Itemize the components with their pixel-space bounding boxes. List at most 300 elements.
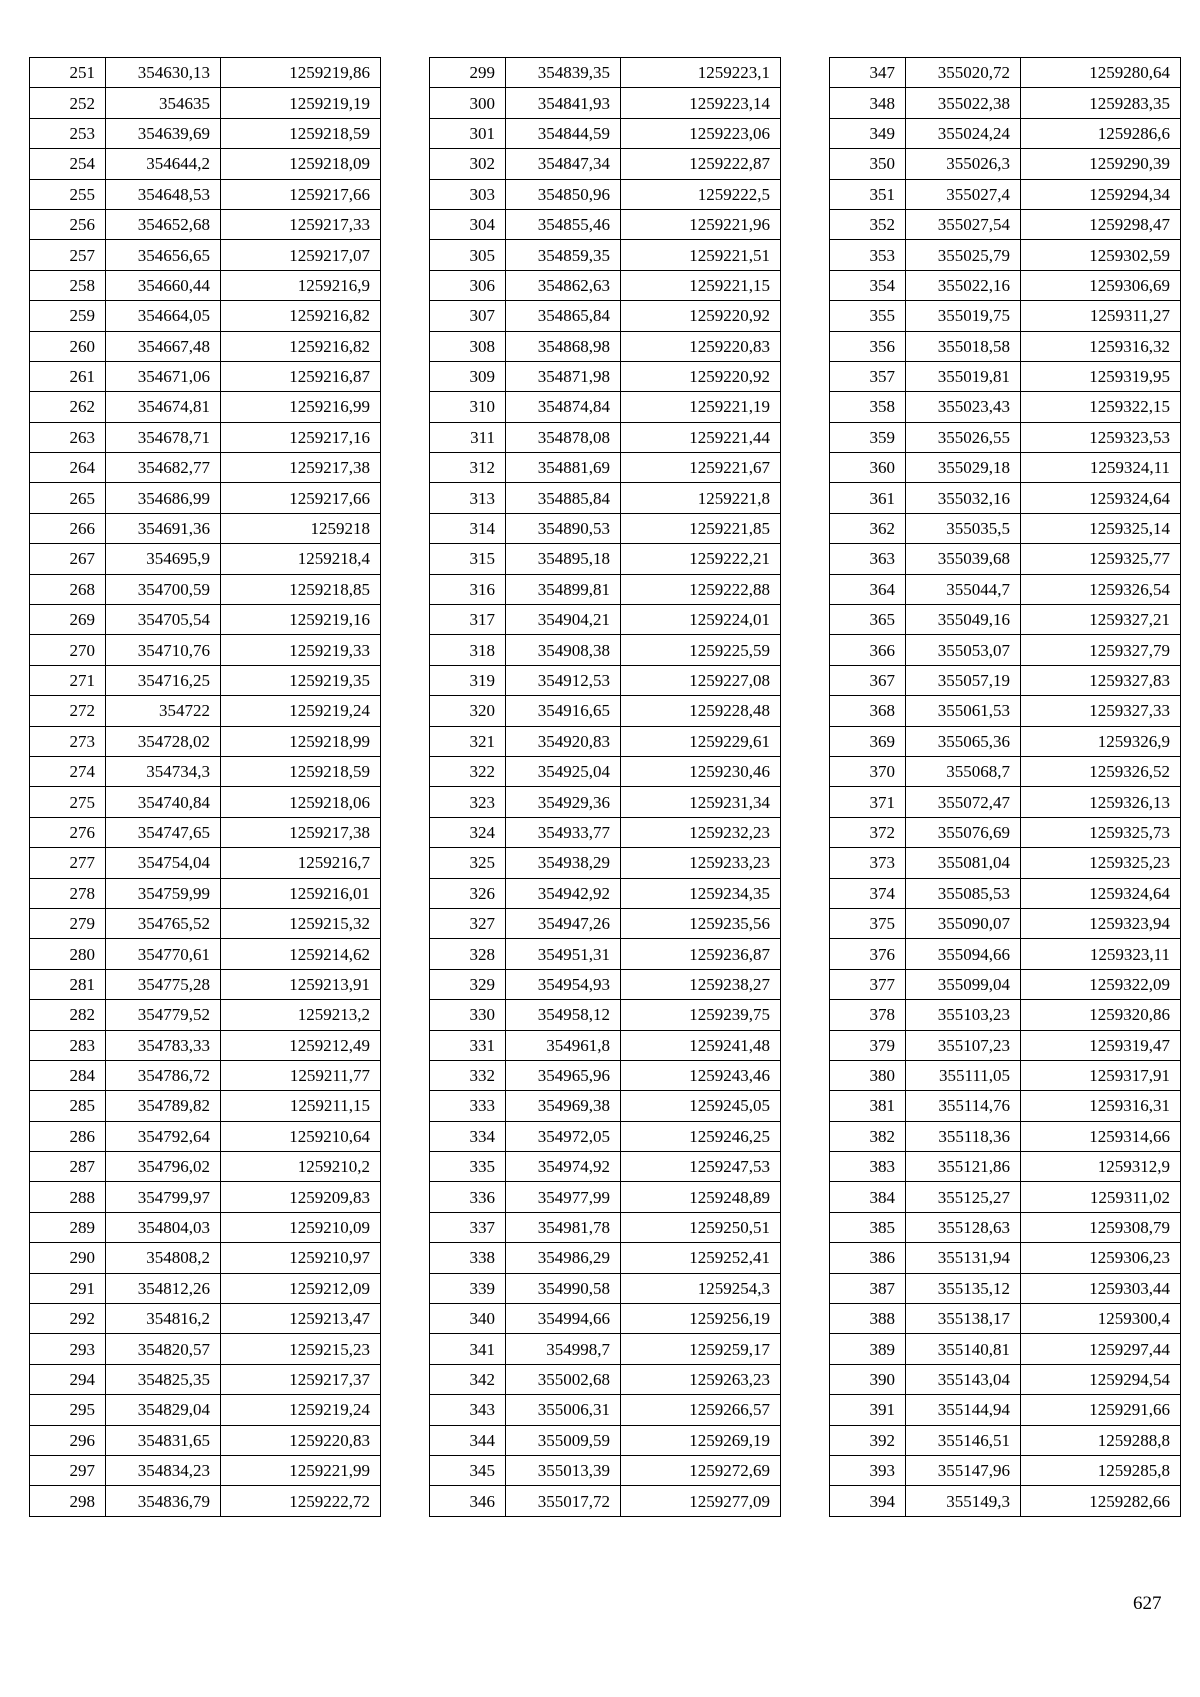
point-number-cell: 308 <box>430 331 506 361</box>
x-coordinate-cell: 354765,52 <box>106 908 221 938</box>
y-coordinate-cell: 1259219,24 <box>221 696 381 726</box>
table-row <box>430 878 781 908</box>
table-row <box>30 939 381 969</box>
point-number-cell: 383 <box>830 1152 906 1182</box>
point-number-cell: 261 <box>30 361 106 391</box>
point-number-cell: 299 <box>430 58 506 88</box>
point-number-cell: 377 <box>830 969 906 999</box>
table-row <box>830 331 1181 361</box>
point-number-cell: 251 <box>30 58 106 88</box>
point-number-cell: 263 <box>30 422 106 452</box>
point-number-cell: 289 <box>30 1212 106 1242</box>
table-row <box>30 1091 381 1121</box>
table-row <box>30 1121 381 1151</box>
point-number-cell: 262 <box>30 392 106 422</box>
table-row <box>30 118 381 148</box>
x-coordinate-cell: 355022,16 <box>906 270 1021 300</box>
x-coordinate-cell: 355125,27 <box>906 1182 1021 1212</box>
table-row <box>830 817 1181 847</box>
point-number-cell: 357 <box>830 361 906 391</box>
x-coordinate-cell: 354678,71 <box>106 422 221 452</box>
table-row <box>830 1486 1181 1516</box>
y-coordinate-cell: 1259246,25 <box>621 1121 781 1151</box>
y-coordinate-cell: 1259218,09 <box>221 149 381 179</box>
table-row <box>830 513 1181 543</box>
x-coordinate-cell: 354656,65 <box>106 240 221 270</box>
table-row <box>830 665 1181 695</box>
y-coordinate-cell: 1259225,59 <box>621 635 781 665</box>
x-coordinate-cell: 355118,36 <box>906 1121 1021 1151</box>
x-coordinate-cell: 354786,72 <box>106 1060 221 1090</box>
point-number-cell: 365 <box>830 605 906 635</box>
y-coordinate-cell: 1259221,44 <box>621 422 781 452</box>
table-row <box>830 696 1181 726</box>
y-coordinate-cell: 1259219,24 <box>221 1395 381 1425</box>
table-row <box>430 1091 781 1121</box>
y-coordinate-cell: 1259213,2 <box>221 1000 381 1030</box>
x-coordinate-cell: 354722 <box>106 696 221 726</box>
x-coordinate-cell: 355085,53 <box>906 878 1021 908</box>
x-coordinate-cell: 355023,43 <box>906 392 1021 422</box>
point-number-cell: 390 <box>830 1364 906 1394</box>
y-coordinate-cell: 1259327,33 <box>1021 696 1181 726</box>
y-coordinate-cell: 1259215,32 <box>221 908 381 938</box>
y-coordinate-cell: 1259212,09 <box>221 1273 381 1303</box>
point-number-cell: 292 <box>30 1304 106 1334</box>
y-coordinate-cell: 1259243,46 <box>621 1060 781 1090</box>
x-coordinate-cell: 354710,76 <box>106 635 221 665</box>
table-row <box>30 1030 381 1060</box>
y-coordinate-cell: 1259227,08 <box>621 665 781 695</box>
y-coordinate-cell: 1259219,19 <box>221 88 381 118</box>
x-coordinate-cell: 354799,97 <box>106 1182 221 1212</box>
x-coordinate-cell: 354850,96 <box>506 179 621 209</box>
point-number-cell: 295 <box>30 1395 106 1425</box>
y-coordinate-cell: 1259220,92 <box>621 301 781 331</box>
point-number-cell: 322 <box>430 756 506 786</box>
point-number-cell: 272 <box>30 696 106 726</box>
point-number-cell: 288 <box>30 1182 106 1212</box>
x-coordinate-cell: 354829,04 <box>106 1395 221 1425</box>
point-number-cell: 373 <box>830 848 906 878</box>
y-coordinate-cell: 1259214,62 <box>221 939 381 969</box>
table-row <box>830 392 1181 422</box>
y-coordinate-cell: 1259217,33 <box>221 209 381 239</box>
x-coordinate-cell: 355076,69 <box>906 817 1021 847</box>
table-row <box>830 605 1181 635</box>
point-number-cell: 392 <box>830 1425 906 1455</box>
point-number-cell: 265 <box>30 483 106 513</box>
x-coordinate-cell: 355053,07 <box>906 635 1021 665</box>
table-row <box>30 544 381 574</box>
x-coordinate-cell: 354847,34 <box>506 149 621 179</box>
x-coordinate-cell: 354789,82 <box>106 1091 221 1121</box>
point-number-cell: 340 <box>430 1304 506 1334</box>
point-number-cell: 328 <box>430 939 506 969</box>
table-row <box>830 1030 1181 1060</box>
table-row <box>30 1000 381 1030</box>
y-coordinate-cell: 1259223,06 <box>621 118 781 148</box>
table-row <box>430 848 781 878</box>
table-row <box>830 422 1181 452</box>
point-number-cell: 285 <box>30 1091 106 1121</box>
y-coordinate-cell: 1259320,86 <box>1021 1000 1181 1030</box>
y-coordinate-cell: 1259323,53 <box>1021 422 1181 452</box>
y-coordinate-cell: 1259218,85 <box>221 574 381 604</box>
page-number: 627 <box>1133 1593 1162 1614</box>
y-coordinate-cell: 1259324,64 <box>1021 878 1181 908</box>
table-row <box>830 209 1181 239</box>
x-coordinate-cell: 354874,84 <box>506 392 621 422</box>
point-number-cell: 329 <box>430 969 506 999</box>
y-coordinate-cell: 1259216,82 <box>221 331 381 361</box>
y-coordinate-cell: 1259228,48 <box>621 696 781 726</box>
point-number-cell: 318 <box>430 635 506 665</box>
table-row <box>30 209 381 239</box>
table-row <box>30 483 381 513</box>
table-row <box>430 574 781 604</box>
y-coordinate-cell: 1259325,23 <box>1021 848 1181 878</box>
table-row <box>830 58 1181 88</box>
point-number-cell: 336 <box>430 1182 506 1212</box>
y-coordinate-cell: 1259220,83 <box>621 331 781 361</box>
table-row <box>30 878 381 908</box>
table-row <box>30 817 381 847</box>
y-coordinate-cell: 1259286,6 <box>1021 118 1181 148</box>
x-coordinate-cell: 355103,23 <box>906 1000 1021 1030</box>
point-number-cell: 388 <box>830 1304 906 1334</box>
x-coordinate-cell: 354855,46 <box>506 209 621 239</box>
point-number-cell: 302 <box>430 149 506 179</box>
y-coordinate-cell: 1259277,09 <box>621 1486 781 1516</box>
x-coordinate-cell: 354974,92 <box>506 1152 621 1182</box>
y-coordinate-cell: 1259303,44 <box>1021 1273 1181 1303</box>
y-coordinate-cell: 1259327,83 <box>1021 665 1181 695</box>
table-row <box>30 1455 381 1485</box>
x-coordinate-cell: 355138,17 <box>906 1304 1021 1334</box>
table-row <box>830 848 1181 878</box>
x-coordinate-cell: 354990,58 <box>506 1273 621 1303</box>
point-number-cell: 294 <box>30 1364 106 1394</box>
table-row <box>830 878 1181 908</box>
y-coordinate-cell: 1259294,54 <box>1021 1364 1181 1394</box>
table-row <box>30 1486 381 1516</box>
point-number-cell: 358 <box>830 392 906 422</box>
table-row <box>30 1152 381 1182</box>
x-coordinate-cell: 354862,63 <box>506 270 621 300</box>
y-coordinate-cell: 1259231,34 <box>621 787 781 817</box>
y-coordinate-cell: 1259222,87 <box>621 149 781 179</box>
point-number-cell: 275 <box>30 787 106 817</box>
point-number-cell: 366 <box>830 635 906 665</box>
table-row <box>830 1182 1181 1212</box>
y-coordinate-cell: 1259319,95 <box>1021 361 1181 391</box>
x-coordinate-cell: 355019,75 <box>906 301 1021 331</box>
y-coordinate-cell: 1259221,96 <box>621 209 781 239</box>
x-coordinate-cell: 354998,7 <box>506 1334 621 1364</box>
x-coordinate-cell: 355002,68 <box>506 1364 621 1394</box>
y-coordinate-cell: 1259250,51 <box>621 1212 781 1242</box>
point-number-cell: 273 <box>30 726 106 756</box>
point-number-cell: 347 <box>830 58 906 88</box>
x-coordinate-cell: 354972,05 <box>506 1121 621 1151</box>
table-row <box>430 1395 781 1425</box>
table-row <box>430 635 781 665</box>
y-coordinate-cell: 1259211,77 <box>221 1060 381 1090</box>
table-row <box>830 1091 1181 1121</box>
point-number-cell: 330 <box>430 1000 506 1030</box>
y-coordinate-cell: 1259218,59 <box>221 756 381 786</box>
y-coordinate-cell: 1259217,07 <box>221 240 381 270</box>
x-coordinate-cell: 354667,48 <box>106 331 221 361</box>
table-row <box>30 149 381 179</box>
point-number-cell: 296 <box>30 1425 106 1455</box>
x-coordinate-cell: 354770,61 <box>106 939 221 969</box>
point-number-cell: 269 <box>30 605 106 635</box>
y-coordinate-cell: 1259210,64 <box>221 1121 381 1151</box>
x-coordinate-cell: 354792,64 <box>106 1121 221 1151</box>
y-coordinate-cell: 1259210,09 <box>221 1212 381 1242</box>
x-coordinate-cell: 354775,28 <box>106 969 221 999</box>
y-coordinate-cell: 1259221,85 <box>621 513 781 543</box>
y-coordinate-cell: 1259298,47 <box>1021 209 1181 239</box>
table-row <box>30 240 381 270</box>
table-row <box>830 787 1181 817</box>
y-coordinate-cell: 1259311,27 <box>1021 301 1181 331</box>
point-number-cell: 317 <box>430 605 506 635</box>
point-number-cell: 259 <box>30 301 106 331</box>
x-coordinate-cell: 355044,7 <box>906 574 1021 604</box>
y-coordinate-cell: 1259216,82 <box>221 301 381 331</box>
point-number-cell: 274 <box>30 756 106 786</box>
x-coordinate-cell: 355035,5 <box>906 513 1021 543</box>
x-coordinate-cell: 354700,59 <box>106 574 221 604</box>
point-number-cell: 348 <box>830 88 906 118</box>
y-coordinate-cell: 1259222,88 <box>621 574 781 604</box>
table-row <box>30 392 381 422</box>
table-row <box>30 88 381 118</box>
y-coordinate-cell: 1259219,33 <box>221 635 381 665</box>
table-row <box>30 787 381 817</box>
y-coordinate-cell: 1259308,79 <box>1021 1212 1181 1242</box>
point-number-cell: 344 <box>430 1425 506 1455</box>
y-coordinate-cell: 1259213,91 <box>221 969 381 999</box>
table-row <box>830 179 1181 209</box>
x-coordinate-cell: 355149,3 <box>906 1486 1021 1516</box>
point-number-cell: 282 <box>30 1000 106 1030</box>
y-coordinate-cell: 1259327,21 <box>1021 605 1181 635</box>
table-row <box>430 88 781 118</box>
x-coordinate-cell: 354942,92 <box>506 878 621 908</box>
y-coordinate-cell: 1259247,53 <box>621 1152 781 1182</box>
y-coordinate-cell: 1259252,41 <box>621 1243 781 1273</box>
x-coordinate-cell: 354947,26 <box>506 908 621 938</box>
x-coordinate-cell: 355135,12 <box>906 1273 1021 1303</box>
y-coordinate-cell: 1259218,99 <box>221 726 381 756</box>
y-coordinate-cell: 1259316,32 <box>1021 331 1181 361</box>
point-number-cell: 327 <box>430 908 506 938</box>
y-coordinate-cell: 1259216,9 <box>221 270 381 300</box>
table-row <box>430 149 781 179</box>
y-coordinate-cell: 1259212,49 <box>221 1030 381 1060</box>
point-number-cell: 266 <box>30 513 106 543</box>
point-number-cell: 386 <box>830 1243 906 1273</box>
y-coordinate-cell: 1259218,06 <box>221 787 381 817</box>
point-number-cell: 323 <box>430 787 506 817</box>
y-coordinate-cell: 1259325,73 <box>1021 817 1181 847</box>
x-coordinate-cell: 354695,9 <box>106 544 221 574</box>
y-coordinate-cell: 1259224,01 <box>621 605 781 635</box>
point-number-cell: 364 <box>830 574 906 604</box>
coordinate-table-1 <box>29 57 381 1517</box>
table-row <box>430 1243 781 1273</box>
table-row <box>830 1243 1181 1273</box>
table-row <box>430 392 781 422</box>
y-coordinate-cell: 1259238,27 <box>621 969 781 999</box>
y-coordinate-cell: 1259239,75 <box>621 1000 781 1030</box>
table-row <box>430 361 781 391</box>
point-number-cell: 277 <box>30 848 106 878</box>
point-number-cell: 385 <box>830 1212 906 1242</box>
table-row <box>430 270 781 300</box>
table-row <box>30 756 381 786</box>
x-coordinate-cell: 354871,98 <box>506 361 621 391</box>
point-number-cell: 287 <box>30 1152 106 1182</box>
point-number-cell: 314 <box>430 513 506 543</box>
point-number-cell: 389 <box>830 1334 906 1364</box>
point-number-cell: 283 <box>30 1030 106 1060</box>
y-coordinate-cell: 1259325,77 <box>1021 544 1181 574</box>
point-number-cell: 312 <box>430 453 506 483</box>
y-coordinate-cell: 1259290,39 <box>1021 149 1181 179</box>
table-row <box>30 58 381 88</box>
point-number-cell: 368 <box>830 696 906 726</box>
point-number-cell: 356 <box>830 331 906 361</box>
x-coordinate-cell: 355147,96 <box>906 1455 1021 1485</box>
y-coordinate-cell: 1259241,48 <box>621 1030 781 1060</box>
table-row <box>30 726 381 756</box>
y-coordinate-cell: 1259215,23 <box>221 1334 381 1364</box>
table-row <box>430 1486 781 1516</box>
table-row <box>430 301 781 331</box>
table-row <box>430 817 781 847</box>
x-coordinate-cell: 355068,7 <box>906 756 1021 786</box>
point-number-cell: 268 <box>30 574 106 604</box>
x-coordinate-cell: 354759,99 <box>106 878 221 908</box>
point-number-cell: 362 <box>830 513 906 543</box>
x-coordinate-cell: 355140,81 <box>906 1334 1021 1364</box>
x-coordinate-cell: 354881,69 <box>506 453 621 483</box>
y-coordinate-cell: 1259216,7 <box>221 848 381 878</box>
x-coordinate-cell: 354841,93 <box>506 88 621 118</box>
x-coordinate-cell: 354816,2 <box>106 1304 221 1334</box>
x-coordinate-cell: 354691,36 <box>106 513 221 543</box>
y-coordinate-cell: 1259300,4 <box>1021 1304 1181 1334</box>
x-coordinate-cell: 355032,16 <box>906 483 1021 513</box>
y-coordinate-cell: 1259221,8 <box>621 483 781 513</box>
table-row <box>30 635 381 665</box>
x-coordinate-cell: 355107,23 <box>906 1030 1021 1060</box>
x-coordinate-cell: 354820,57 <box>106 1334 221 1364</box>
point-number-cell: 343 <box>430 1395 506 1425</box>
coordinate-table-2 <box>429 57 781 1517</box>
point-number-cell: 350 <box>830 149 906 179</box>
y-coordinate-cell: 1259221,67 <box>621 453 781 483</box>
y-coordinate-cell: 1259319,47 <box>1021 1030 1181 1060</box>
x-coordinate-cell: 355019,81 <box>906 361 1021 391</box>
x-coordinate-cell: 354836,79 <box>106 1486 221 1516</box>
y-coordinate-cell: 1259245,05 <box>621 1091 781 1121</box>
table-row <box>430 969 781 999</box>
x-coordinate-cell: 354885,84 <box>506 483 621 513</box>
table-row <box>30 665 381 695</box>
point-number-cell: 324 <box>430 817 506 847</box>
point-number-cell: 297 <box>30 1455 106 1485</box>
table-row <box>430 58 781 88</box>
x-coordinate-cell: 354839,35 <box>506 58 621 88</box>
y-coordinate-cell: 1259220,92 <box>621 361 781 391</box>
table-row <box>430 453 781 483</box>
x-coordinate-cell: 355143,04 <box>906 1364 1021 1394</box>
x-coordinate-cell: 355013,39 <box>506 1455 621 1485</box>
table-row <box>30 696 381 726</box>
table-row <box>430 1030 781 1060</box>
y-coordinate-cell: 1259219,35 <box>221 665 381 695</box>
x-coordinate-cell: 354660,44 <box>106 270 221 300</box>
table-row <box>830 361 1181 391</box>
x-coordinate-cell: 354994,66 <box>506 1304 621 1334</box>
y-coordinate-cell: 1259326,9 <box>1021 726 1181 756</box>
y-coordinate-cell: 1259217,37 <box>221 1364 381 1394</box>
table-row <box>30 331 381 361</box>
table-row <box>430 1060 781 1090</box>
x-coordinate-cell: 355090,07 <box>906 908 1021 938</box>
table-row <box>430 1182 781 1212</box>
x-coordinate-cell: 355111,05 <box>906 1060 1021 1090</box>
table-row <box>830 453 1181 483</box>
point-number-cell: 303 <box>430 179 506 209</box>
point-number-cell: 321 <box>430 726 506 756</box>
x-coordinate-cell: 355009,59 <box>506 1425 621 1455</box>
point-number-cell: 276 <box>30 817 106 847</box>
x-coordinate-cell: 354796,02 <box>106 1152 221 1182</box>
table-row <box>30 1182 381 1212</box>
x-coordinate-cell: 354925,04 <box>506 756 621 786</box>
x-coordinate-cell: 354630,13 <box>106 58 221 88</box>
x-coordinate-cell: 354890,53 <box>506 513 621 543</box>
x-coordinate-cell: 355017,72 <box>506 1486 621 1516</box>
point-number-cell: 267 <box>30 544 106 574</box>
y-coordinate-cell: 1259324,64 <box>1021 483 1181 513</box>
x-coordinate-cell: 354652,68 <box>106 209 221 239</box>
x-coordinate-cell: 355049,16 <box>906 605 1021 635</box>
table-row <box>30 574 381 604</box>
table-row <box>830 756 1181 786</box>
point-number-cell: 310 <box>430 392 506 422</box>
table-row <box>830 1121 1181 1151</box>
point-number-cell: 271 <box>30 665 106 695</box>
y-coordinate-cell: 1259221,15 <box>621 270 781 300</box>
x-coordinate-cell: 354969,38 <box>506 1091 621 1121</box>
point-number-cell: 334 <box>430 1121 506 1151</box>
x-coordinate-cell: 354961,8 <box>506 1030 621 1060</box>
y-coordinate-cell: 1259232,23 <box>621 817 781 847</box>
point-number-cell: 391 <box>830 1395 906 1425</box>
x-coordinate-cell: 354808,2 <box>106 1243 221 1273</box>
x-coordinate-cell: 355039,68 <box>906 544 1021 574</box>
y-coordinate-cell: 1259222,72 <box>221 1486 381 1516</box>
table-row <box>430 513 781 543</box>
